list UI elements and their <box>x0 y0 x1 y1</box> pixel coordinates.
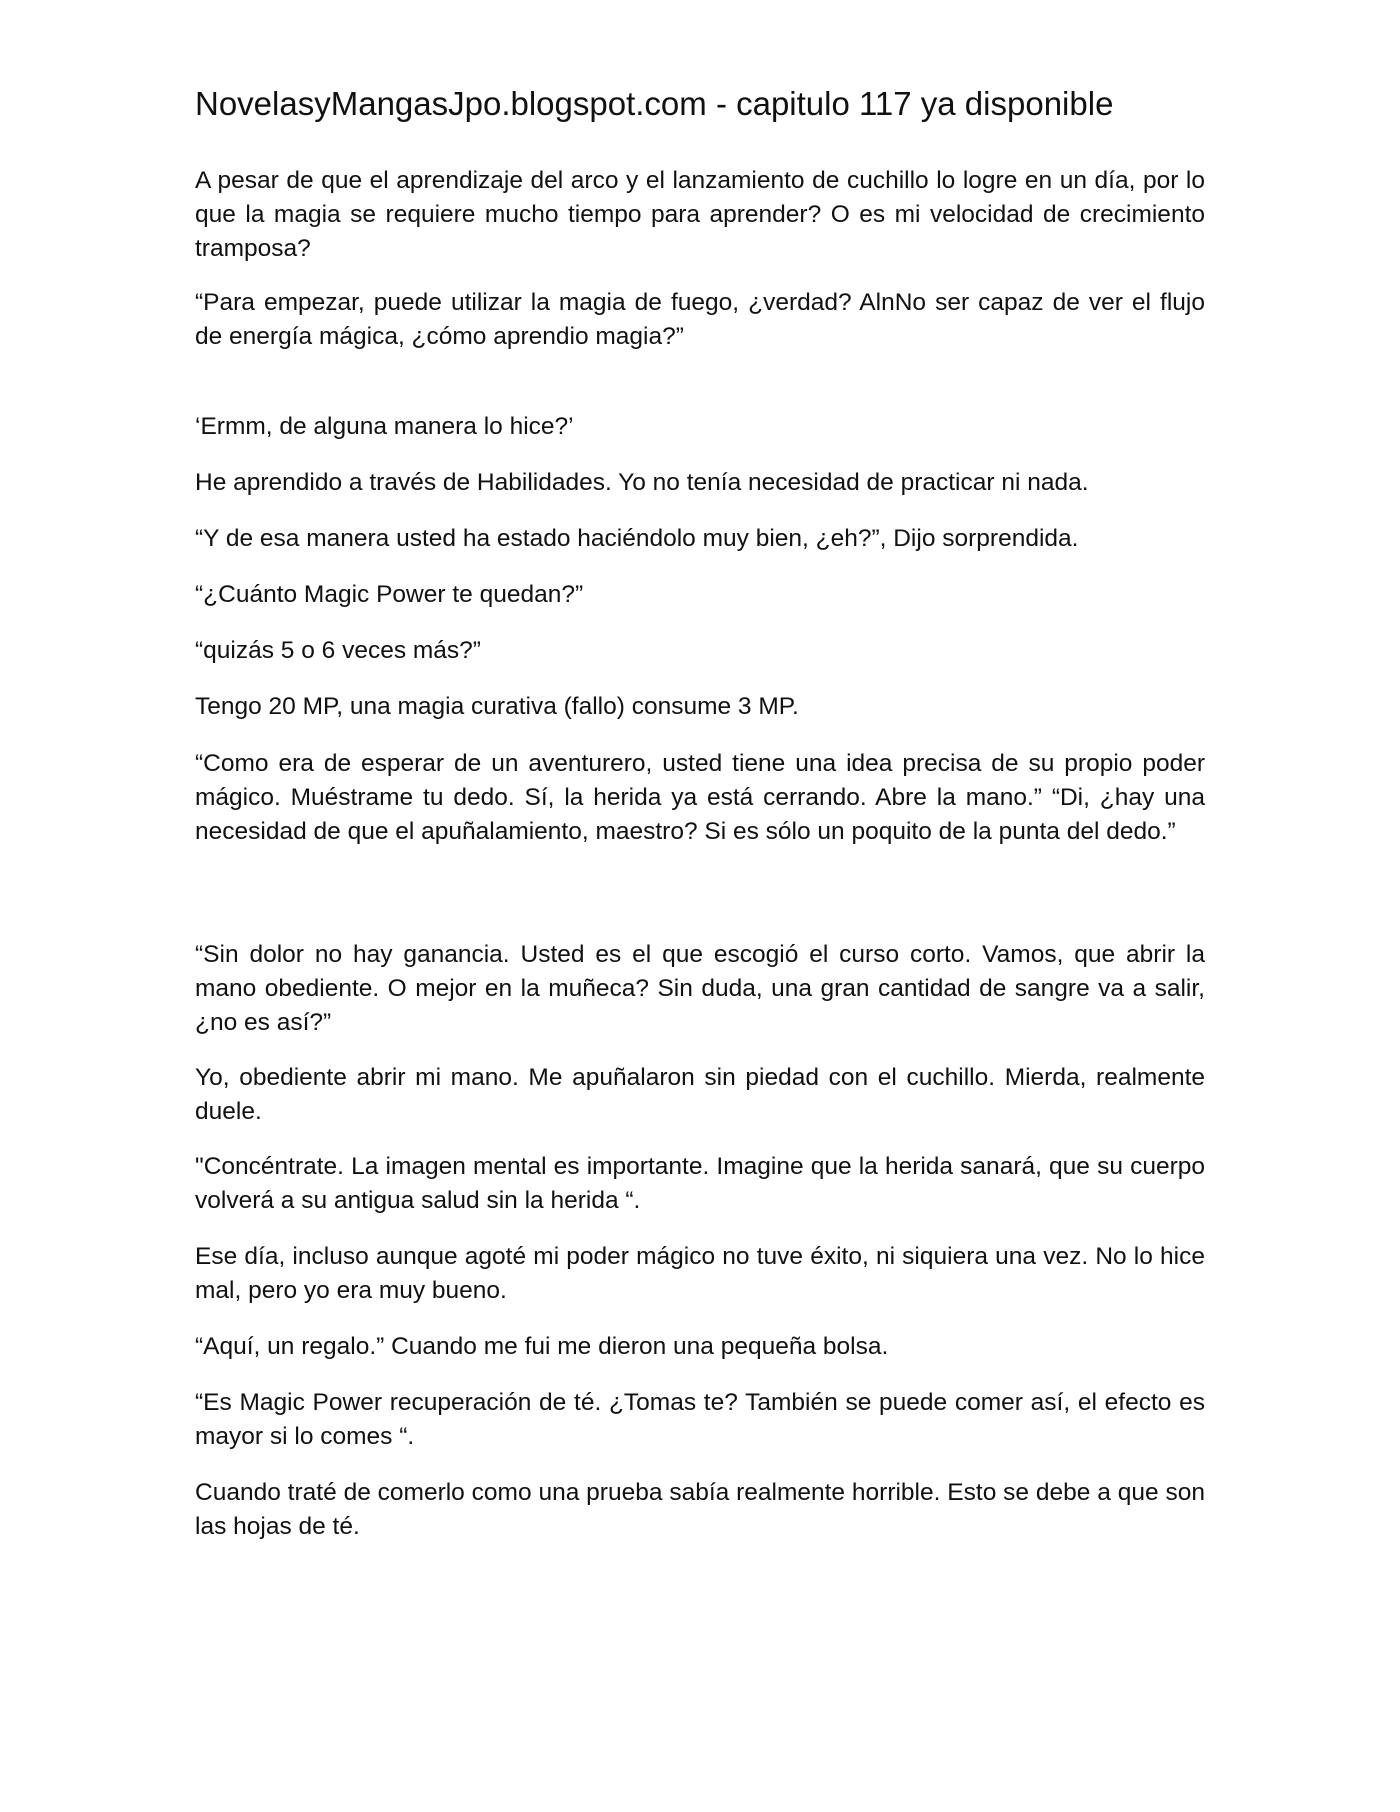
paragraph-8: Tengo 20 MP, una magia curativa (fallo) consume 3 MP. <box>195 693 799 720</box>
paragraph-4: He aprendido a través de Habilidades. Yo no tenía necesidad de practicar ni nada. <box>195 469 1089 496</box>
paragraph-14: “Aquí, un regalo.” Cuando me fui me dieron una pequeña bolsa. <box>195 1333 889 1360</box>
paragraph-2: “Para empezar, puede utilizar la magia de fuego, ¿verdad? AlnNo ser capaz de ver el flujo de energía mágica, ¿cómo aprendio magia?” <box>195 289 1205 350</box>
paragraph-5: “Y de esa manera usted ha estado haciéndolo muy bien, ¿eh?”, Dijo sorprendida. <box>195 525 1079 552</box>
paragraph-12: "Concéntrate. La imagen mental es importante. Imagine que la herida sanará, que su cuerpo volverá a su antigua salud sin la herida “. <box>195 1153 1205 1214</box>
paragraph-6: “¿Cuánto Magic Power te quedan?” <box>195 581 584 608</box>
paragraph-9: “Como era de esperar de un aventurero, usted tiene una idea precisa de su propio poder mágico. Muéstrame tu dedo. Sí, la herida ya está cerrando. Abre la mano.” “Di, ¿hay una necesidad de que el apuñalamiento, maestro? Si es sólo un poquito de la punta del dedo.” <box>195 750 1205 845</box>
paragraph-13: Ese día, incluso aunque agoté mi poder mágico no tuve éxito, ni siquiera una vez. No lo hice mal, pero yo era muy bueno. <box>195 1243 1205 1304</box>
paragraph-1: A pesar de que el aprendizaje del arco y el lanzamiento de cuchillo lo logre en un día, por lo que la magia se requiere mucho tiempo para aprender? O es mi velocidad de crecimiento tramposa? <box>195 167 1205 262</box>
paragraph-16: Cuando traté de comerlo como una prueba sabía realmente horrible. Esto se debe a que son las hojas de té. <box>195 1479 1205 1540</box>
page-title: NovelasyMangasJpo.blogspot.com - capitulo 117 ya disponible <box>195 85 1114 122</box>
paragraph-3: ‘Ermm, de alguna manera lo hice?’ <box>195 413 574 440</box>
paragraph-15: “Es Magic Power recuperación de té. ¿Tomas te? También se puede comer así, el efecto es mayor si lo comes “. <box>195 1389 1205 1450</box>
paragraph-7: “quizás 5 o 6 veces más?” <box>195 637 481 664</box>
paragraph-10: “Sin dolor no hay ganancia. Usted es el que escogió el curso corto. Vamos, que abrir la mano obediente. O mejor en la muñeca? Sin duda, una gran cantidad de sangre va a salir, ¿no es así?” <box>195 941 1205 1036</box>
paragraph-11: Yo, obediente abrir mi mano. Me apuñalaron sin piedad con el cuchillo. Mierda, realmente duele. <box>195 1064 1205 1125</box>
